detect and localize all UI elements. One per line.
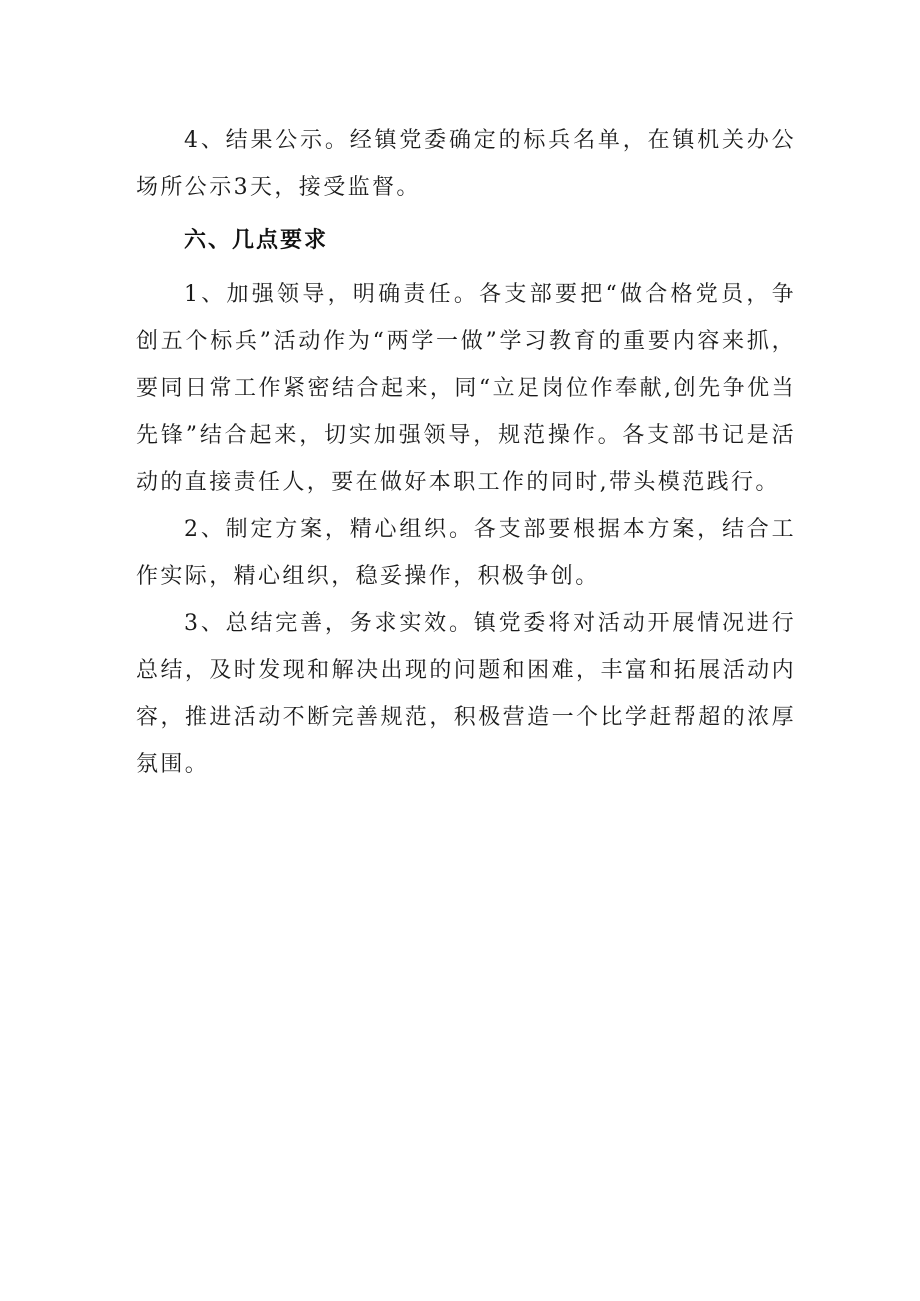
paragraph-requirement-1: 1、加强领导，明确责任。各支部要把“做合格党员，争创五个标兵”活动作为“两学一做”学习教育的重要内容来抓，要同日常工作紧密结合起来，同“立足岗位作奉献,创先争优当先锋”结合起来，切实加强领导，规范操作。各支部书记是活动的直接责任人，要在做好本职工作的同时,带头模范践行。	[136, 282, 796, 495]
document-body	[136, 117, 796, 788]
paragraph-result-notice: 4、结果公示。经镇党委确定的标兵名单，在镇机关办公场所公示3天，接受监督。	[136, 128, 796, 200]
paragraph-requirement-2: 2、制定方案，精心组织。各支部要根据本方案，结合工作实际，精心组织，稳妥操作，积极争创。	[136, 517, 796, 589]
paragraph-requirement-3: 3、总结完善，务求实效。镇党委将对活动开展情况进行总结，及时发现和解决出现的问题和困难，丰富和拓展活动内容，推进活动不断完善规范，积极营造一个比学赶帮超的浓厚氛围。	[136, 611, 796, 777]
section-heading: 六、几点要求	[184, 228, 329, 253]
